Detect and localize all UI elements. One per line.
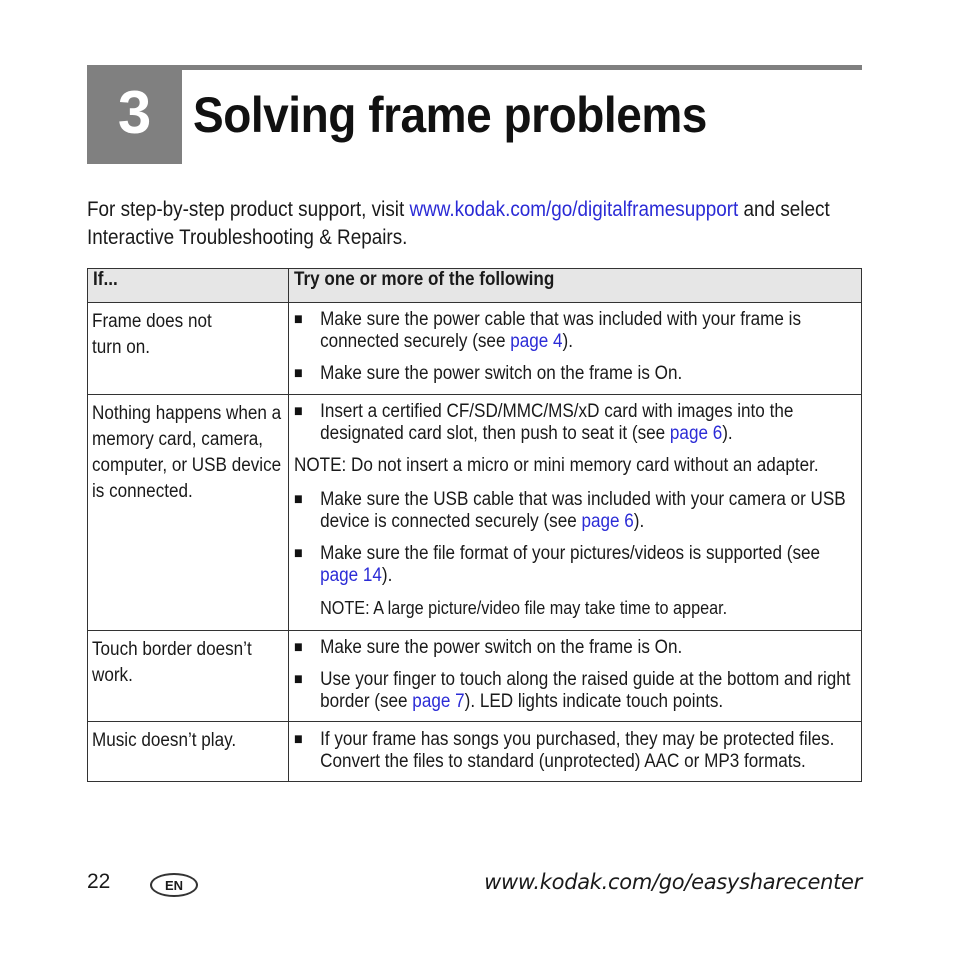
page-link[interactable]: page 14 xyxy=(320,565,382,586)
page-link[interactable]: page 7 xyxy=(412,691,465,712)
language-badge: EN xyxy=(150,873,198,897)
page-link[interactable]: page 4 xyxy=(510,331,563,352)
table-row xyxy=(88,631,862,722)
list-item: ■ Make sure the power switch on the frame is On. xyxy=(294,363,683,384)
intro-text-after: and select Interactive Troubleshooting & Repairs. xyxy=(87,198,830,249)
list-item: ■ Make sure the USB cable that was included with your camera or USB device is connected securely (see page 6). xyxy=(294,489,846,532)
bullet-square-icon: ■ xyxy=(294,311,303,328)
page-link[interactable]: page 6 xyxy=(581,511,634,532)
chapter-top-rule xyxy=(182,65,862,70)
problem-cell: Touch border doesn’t work. xyxy=(88,631,289,722)
bullet-square-icon: ■ xyxy=(294,545,303,562)
support-link[interactable]: www.kodak.com/go/digitalframesupport xyxy=(409,198,739,221)
list-item: ■ Make sure the file format of your pictures/videos is supported (see page 14). xyxy=(294,543,821,586)
page-number: 22 xyxy=(87,870,111,893)
list-item: ■ Make sure the power cable that was included with your frame is connected securely (see page 4). xyxy=(294,309,802,352)
chapter-number: 3 xyxy=(117,79,152,146)
solution-cell xyxy=(289,722,862,782)
solution-cell xyxy=(289,631,862,722)
list-item: ■ If your frame has songs you purchased, they may be protected files. Convert the files to standard (unprotected) AAC or MP3 formats. xyxy=(294,729,835,772)
troubleshooting-table xyxy=(87,268,862,782)
intro-text-before: For step-by-step product support, visit xyxy=(87,198,410,221)
bullet-square-icon: ■ xyxy=(294,491,303,508)
table-row xyxy=(88,303,862,395)
problem-cell: Nothing happens when a memory card, camera, computer, or USB device is connected. xyxy=(88,395,289,631)
list-item: ■ Use your finger to touch along the raised guide at the bottom and right border (see page 7). LED lights indicate touch points. xyxy=(294,669,851,712)
problem-cell: Frame does not turn on. xyxy=(88,303,289,395)
header-if: If... xyxy=(88,269,289,303)
note: NOTE: A large picture/video file may take time to appear. xyxy=(320,598,728,618)
bullet-square-icon: ■ xyxy=(294,731,303,748)
bullet-square-icon: ■ xyxy=(294,639,303,656)
problem-cell: Music doesn’t play. xyxy=(88,722,289,782)
bullet-square-icon: ■ xyxy=(294,403,303,420)
solution-cell xyxy=(289,395,862,631)
bullet-square-icon: ■ xyxy=(294,365,303,382)
note: NOTE: Do not insert a micro or mini memory card without an adapter. xyxy=(294,455,819,476)
intro-paragraph xyxy=(87,196,861,252)
table-row xyxy=(88,722,862,782)
table-row xyxy=(88,395,862,631)
list-item: ■ Insert a certified CF/SD/MMC/MS/xD card with images into the designated card slot, then push to seat it (see page 6). xyxy=(294,401,794,444)
header-try: Try one or more of the following xyxy=(289,269,862,303)
page-title: Solving frame problems xyxy=(193,87,707,143)
table-header-row xyxy=(88,269,862,303)
page-link[interactable]: page 6 xyxy=(669,423,723,444)
chapter-number-box xyxy=(87,65,182,164)
footer-url[interactable]: www.kodak.com/go/easysharecenter xyxy=(484,870,862,894)
solution-cell xyxy=(289,303,862,395)
bullet-square-icon: ■ xyxy=(294,671,303,688)
list-item: ■ Make sure the power switch on the frame is On. xyxy=(294,637,683,658)
